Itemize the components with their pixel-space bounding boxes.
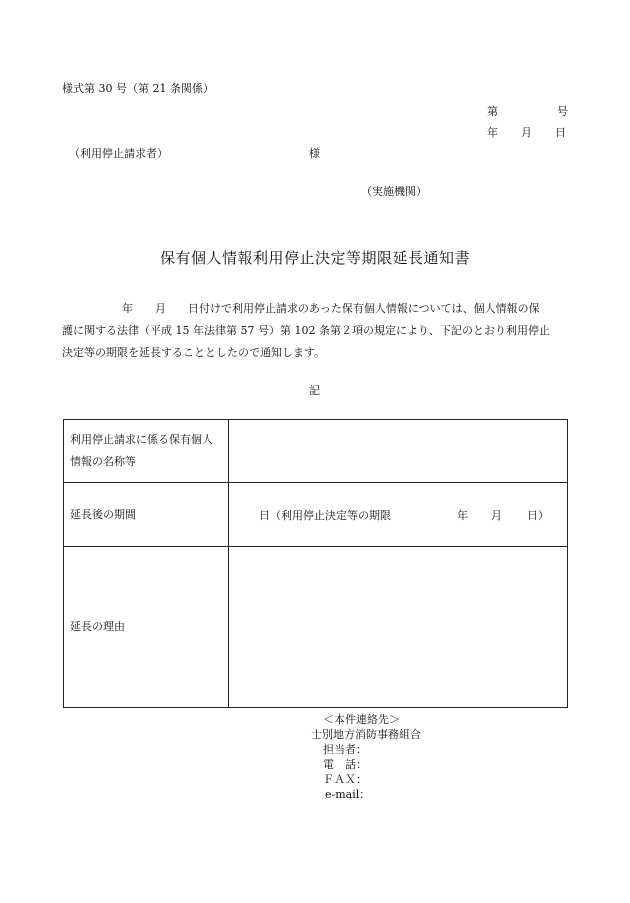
deadline-year: 年 [457, 508, 468, 522]
contact-heading: ＜本件連絡先＞ [323, 713, 400, 726]
contact-org: 士別地方消防事務組合 [311, 728, 421, 741]
contact-block [311, 712, 421, 802]
table-row [64, 547, 568, 708]
contact-person: 担当者： [323, 743, 367, 756]
notice-body-line-3: 決定等の期限を延長することとしたので通知します。 [62, 346, 326, 359]
agency-label: （実施機関） [361, 185, 427, 198]
honorific: 様 [309, 147, 320, 160]
extension-reason-label: 延長の理由 [64, 547, 229, 708]
form-number: 様式第 30 号（第 21 条関係） [62, 82, 214, 95]
issue-date [487, 124, 566, 140]
contact-phone: 電 話： [323, 758, 367, 771]
notice-body-line-2: 護に関する法律（平成 15 年法律第 57 号）第 102 条第２項の規定により、下記のとおり利用停止 [62, 324, 550, 337]
extended-period-value [229, 483, 568, 547]
details-table [63, 419, 568, 708]
deadline-day: 日） [527, 508, 549, 522]
ki-heading: 記 [309, 384, 320, 397]
document-title: 保有個人情報利用停止決定等期限延長通知書 [159, 249, 470, 267]
requester-label: （利用停止請求者） [69, 147, 168, 160]
doc-number-prefix: 第 [487, 105, 498, 118]
table-row [64, 420, 568, 483]
extended-period-label: 延長後の期間 [64, 483, 229, 547]
issue-date-day: 日 [555, 126, 566, 139]
info-name-label [64, 420, 229, 483]
notice-body-line-1: 年 月 日付けで利用停止請求のあった保有個人情報については、個人情報の保 [122, 302, 540, 315]
contact-email: e-mail： [325, 788, 371, 801]
notice-body [62, 298, 572, 364]
info-name-label-line-1: 利用停止請求に係る保有個人 [70, 433, 213, 446]
table-row [64, 483, 568, 547]
contact-fax: ＦＡＸ： [323, 773, 367, 786]
extended-days: 日（利用停止決定等の期限 [259, 508, 391, 522]
issue-date-month: 月 [521, 126, 532, 139]
info-name-label-line-2: 情報の名称等 [70, 455, 136, 468]
doc-number-suffix: 号 [557, 105, 568, 118]
issue-date-year: 年 [487, 126, 498, 139]
extension-reason-value [229, 547, 568, 708]
info-name-value [229, 420, 568, 483]
deadline-month: 月 [491, 508, 502, 522]
